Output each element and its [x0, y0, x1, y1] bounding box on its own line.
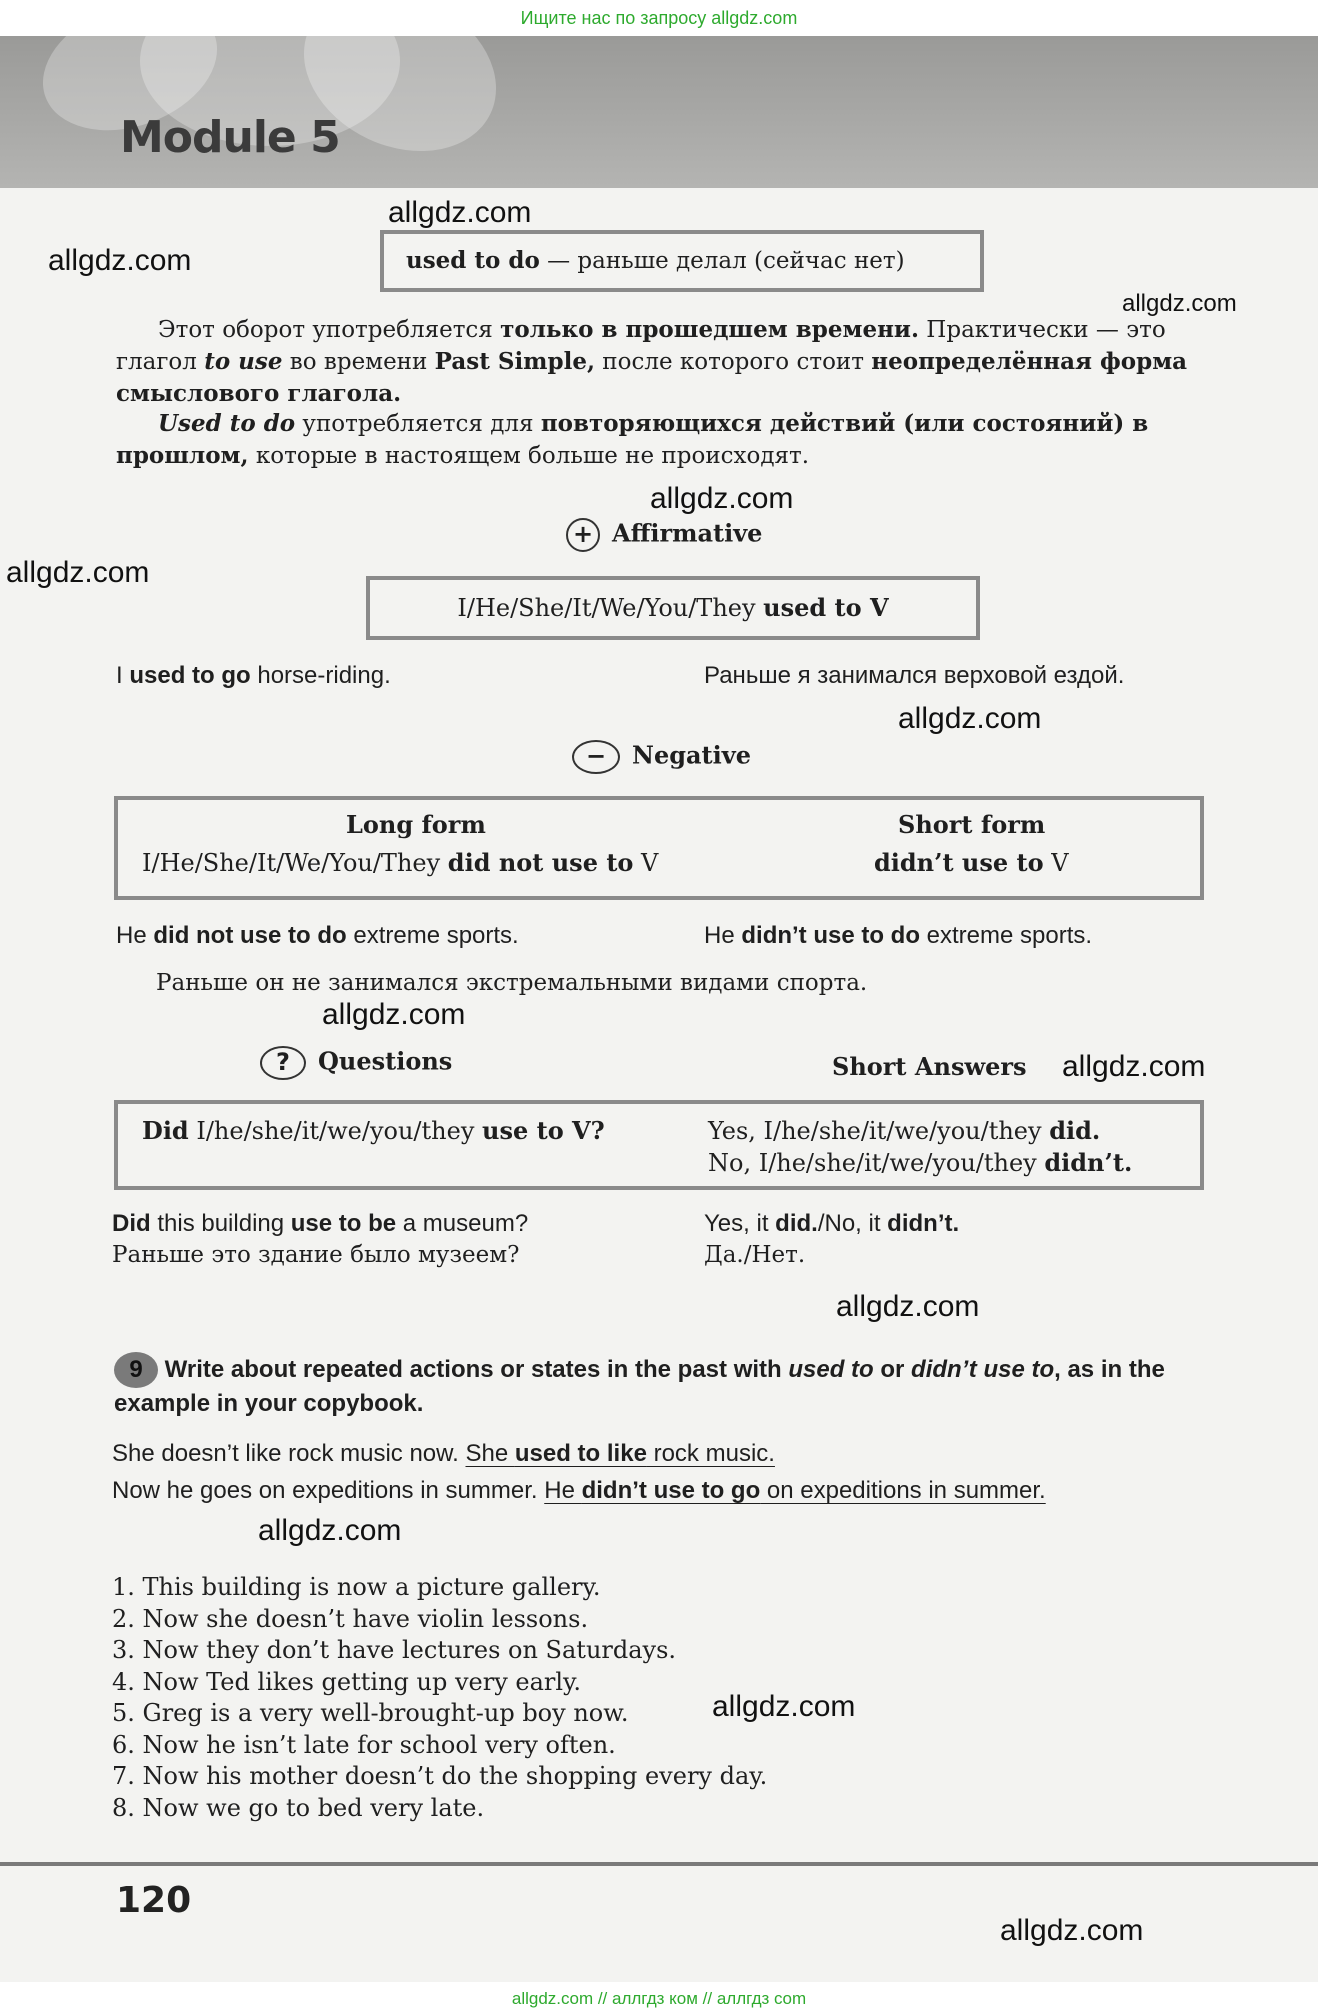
minus-icon: − — [572, 740, 620, 774]
text: Write about repeated actions or states in the past with — [164, 1356, 789, 1383]
plus-icon: + — [566, 518, 600, 552]
short-answers-label: Short Answers — [832, 1052, 1027, 1081]
formula-verb: used to V — [763, 593, 889, 622]
bottom-rule — [0, 1862, 1318, 1866]
text: V — [1043, 849, 1069, 877]
rule-phrase: used to do — [406, 247, 540, 274]
module-title: Module 5 — [120, 112, 340, 163]
text-bold: didn’t use to — [874, 848, 1044, 877]
text: this building — [150, 1210, 291, 1237]
text: extreme sports. — [346, 922, 519, 949]
text: Этот оборот употребляется — [158, 317, 501, 343]
list-item: 3. Now they don’t have lectures on Saturdays. — [112, 1636, 677, 1664]
text-bold: повторяющихся действий (или состояний) в прошлом, — [116, 410, 1149, 469]
negative-label: Negative — [632, 740, 751, 770]
formula-subjects: I/He/She/It/We/You/They — [457, 594, 764, 622]
top-banner: Ищите нас по запросу allgdz.com — [0, 0, 1318, 36]
answer-example — [704, 1210, 959, 1238]
text-bold-italic: Used to do — [158, 410, 296, 437]
watermark: allgdz.com — [712, 1690, 856, 1723]
short-form-header: Short form — [898, 810, 1046, 839]
question-formula — [142, 1116, 605, 1145]
short-form-formula — [874, 848, 1069, 877]
question-example-translation: Раньше это здание было музеем? — [112, 1242, 520, 1268]
text-bold: только в прошедшем времени. — [500, 316, 919, 343]
text: He — [544, 1477, 582, 1504]
text-bold: didn’t use to go — [581, 1477, 761, 1504]
watermark: allgdz.com — [650, 482, 794, 515]
text-bold: didn’t. — [1044, 1148, 1133, 1177]
answer-no — [708, 1148, 1132, 1177]
long-form-formula — [142, 848, 658, 877]
task-instruction — [114, 1352, 1204, 1419]
affirmative-example — [116, 662, 391, 690]
example-answer-1 — [466, 1440, 775, 1467]
text-bold: Did — [142, 1116, 189, 1145]
negative-example-short — [704, 922, 1092, 950]
questions-heading — [260, 1046, 452, 1080]
watermark: allgdz.com — [1000, 1914, 1144, 1947]
text: I/He/She/It/We/You/They — [142, 849, 448, 877]
text-bold: неопределённая форма смыслового глагола. — [116, 348, 1188, 407]
answer-yes — [708, 1116, 1100, 1145]
watermark: allgdz.com — [6, 556, 150, 589]
affirmative-translation: Раньше я занимался верховой ездой. — [704, 662, 1125, 689]
text: Now he goes on expeditions in summer. — [112, 1477, 545, 1504]
watermark: allgdz.com — [1122, 290, 1237, 317]
list-item: 4. Now Ted likes getting up very early. — [112, 1667, 582, 1696]
text: She — [465, 1440, 515, 1467]
text: Yes, I/he/she/it/we/you/they — [708, 1117, 1050, 1145]
list-item: 6. Now he isn’t late for school very often. — [112, 1730, 616, 1759]
page-number: 120 — [116, 1880, 192, 1921]
affirmative-label: Affirmative — [612, 518, 763, 548]
text: He — [116, 922, 154, 949]
text: Yes, it — [704, 1210, 776, 1237]
questions-box — [114, 1100, 1204, 1190]
text: после которого стоит — [594, 349, 872, 375]
text: /No, it — [817, 1210, 888, 1237]
text: Практически — это глагол — [116, 317, 1166, 375]
text-bold: use to be — [290, 1210, 397, 1237]
long-form-header: Long form — [346, 810, 486, 839]
watermark: allgdz.com — [48, 244, 192, 277]
watermark: allgdz.com — [388, 196, 532, 229]
negative-translation: Раньше он не занимался экстремальными видами спорта. — [156, 970, 868, 996]
text: rock music. — [646, 1440, 775, 1467]
list-item: 8. Now we go to bed very late. — [112, 1793, 485, 1822]
text-bold: used to like — [514, 1440, 647, 1467]
text: V — [633, 849, 659, 877]
watermark: allgdz.com — [258, 1514, 402, 1547]
exercise-list — [112, 1572, 767, 1824]
rule-dash: — — [539, 248, 578, 274]
text-bold: did not use to do — [153, 922, 347, 949]
explanation-paragraph-1 — [116, 314, 1206, 410]
list-item: 7. Now his mother doesn’t do the shopping every day. — [112, 1762, 768, 1790]
negative-forms-box — [114, 796, 1204, 900]
list-item: 2. Now she doesn’t have violin lessons. — [112, 1604, 589, 1633]
text-bold: did not use to — [447, 848, 634, 877]
text-bold: did. — [775, 1210, 818, 1237]
text-bold-italic: to use — [204, 348, 283, 375]
explanation-paragraph-2 — [116, 408, 1206, 472]
text-bold: Did — [112, 1210, 151, 1237]
text-bold: use to V? — [482, 1116, 605, 1145]
text: I/he/she/it/we/you/they — [188, 1117, 483, 1145]
text: No, I/he/she/it/we/you/they — [708, 1149, 1045, 1177]
text-bold: didn’t. — [887, 1210, 960, 1237]
bottom-banner: allgdz.com // аллгдз ком // аллгдз com — [0, 1982, 1318, 2016]
text-bold: did. — [1049, 1116, 1101, 1145]
rule-meaning: раньше делал (сейчас нет) — [577, 248, 905, 274]
question-example — [112, 1210, 528, 1238]
watermark: allgdz.com — [1062, 1050, 1206, 1083]
text: , as in the example in your copybook. — [114, 1356, 1165, 1417]
watermark: allgdz.com — [322, 998, 466, 1031]
affirmative-heading — [566, 518, 762, 552]
watermark: allgdz.com — [836, 1290, 980, 1323]
negative-example-long — [116, 922, 519, 950]
text-bold: Past Simple, — [434, 348, 595, 375]
text: extreme sports. — [920, 922, 1093, 949]
text: or — [873, 1356, 912, 1383]
task-example-2 — [112, 1476, 1142, 1506]
text: которые в настоящем больше не происходят. — [248, 443, 810, 469]
text: She doesn’t like rock music now. — [112, 1440, 466, 1467]
example-answer-2 — [544, 1477, 1045, 1504]
text: во времени — [282, 349, 435, 375]
text-bold: didn’t use to do — [741, 922, 920, 949]
text: a museum? — [396, 1210, 529, 1237]
list-item: 5. Greg is a very well-brought-up boy now. — [112, 1699, 629, 1727]
rule-box — [380, 230, 984, 292]
text-italic: used to — [788, 1356, 874, 1383]
text: употребляется для — [295, 411, 541, 437]
answer-example-translation: Да./Нет. — [704, 1242, 806, 1268]
text-italic: didn’t use to — [911, 1356, 1055, 1383]
text: I — [116, 662, 130, 689]
list-item: 1. This building is now a picture gallery. — [112, 1573, 601, 1601]
negative-heading — [572, 740, 751, 774]
task-number: 9 — [114, 1352, 158, 1388]
text: on expeditions in summer. — [760, 1477, 1046, 1504]
task-example-1 — [112, 1440, 775, 1468]
questions-label: Questions — [318, 1046, 453, 1076]
text: horse-riding. — [250, 662, 391, 689]
text-bold: used to go — [129, 662, 251, 689]
text: He — [704, 922, 742, 949]
watermark: allgdz.com — [898, 702, 1042, 735]
question-icon: ? — [260, 1046, 306, 1080]
affirmative-formula-box — [366, 576, 980, 640]
